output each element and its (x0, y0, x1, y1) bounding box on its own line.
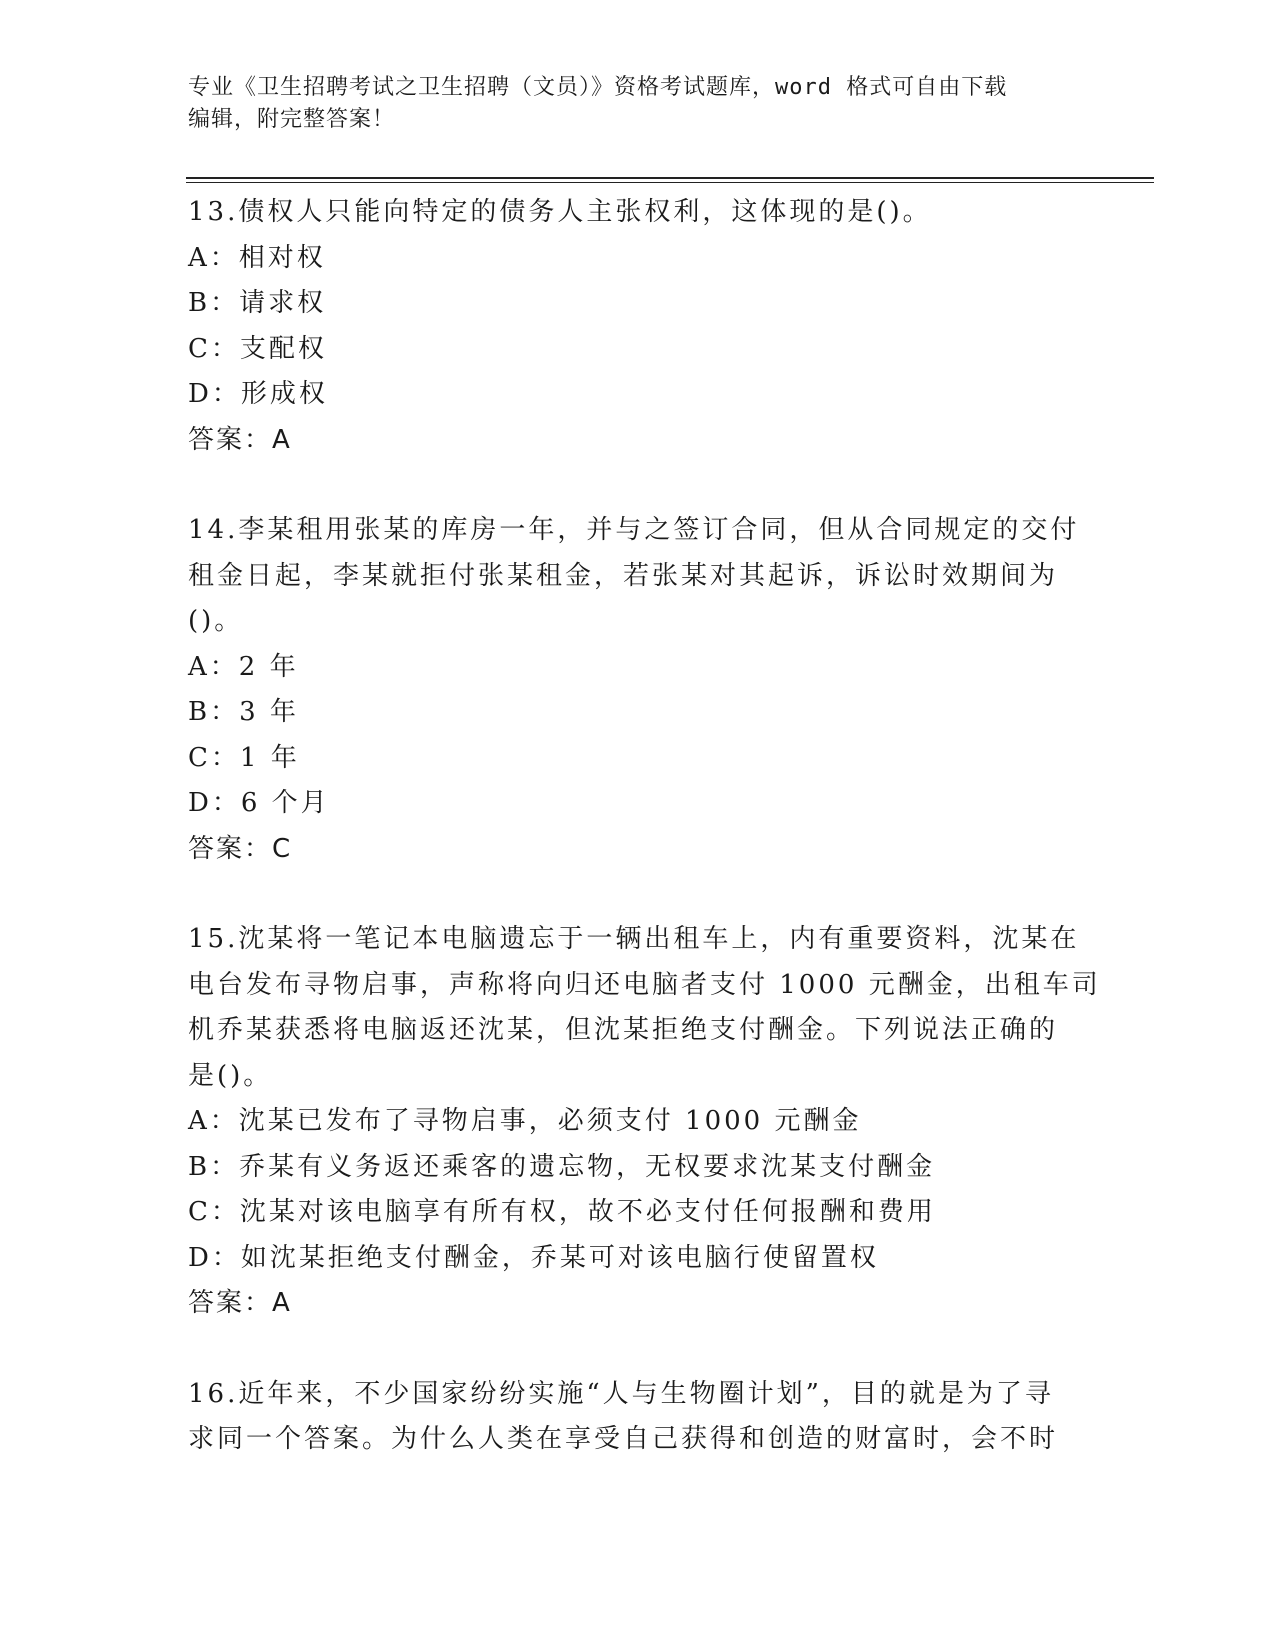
header-line-2: 编辑，附完整答案！ (188, 107, 396, 132)
question-text: 机乔某获悉将电脑返还沈某，但沈某拒绝支付酬金。下列说法正确的 (188, 1015, 1059, 1045)
question-13 (188, 190, 1088, 463)
option-b: B：乔某有义务返还乘客的遗忘物，无权要求沈某支付酬金 (188, 1151, 936, 1182)
header-divider-thin (186, 182, 1154, 183)
answer: 答案：C (188, 833, 293, 864)
question-14 (188, 508, 1088, 872)
option-a: A：沈某已发布了寻物启事，必须支付 1000 元酬金 (188, 1106, 862, 1136)
question-text: 电台发布寻物启事，声称将向归还电脑者支付 1000 元酬金，出租车司 (188, 969, 1101, 1000)
option-d: D：6 个月 (188, 788, 330, 818)
option-d: D：形成权 (188, 379, 328, 409)
option-b: B：3 年 (188, 697, 299, 727)
question-text: 13.债权人只能向特定的债务人主张权利，这体现的是()。 (188, 197, 932, 227)
spacer (188, 1327, 1088, 1372)
header-divider-thick (186, 177, 1154, 179)
spacer (188, 872, 1088, 917)
question-text: ()。 (188, 606, 244, 636)
spacer (188, 463, 1088, 508)
question-text: 求同一个答案。为什么人类在享受自己获得和创造的财富时，会不时 (188, 1424, 1059, 1454)
question-text: 14.李某租用张某的库房一年，并与之签订合同，但从合同规定的交付 (188, 515, 1080, 545)
question-16 (188, 1372, 1088, 1463)
question-list (188, 190, 1101, 1463)
option-c: C：1 年 (188, 742, 300, 773)
answer: 答案：A (188, 1288, 292, 1318)
option-c: C：沈某对该电脑享有所有权，故不必支付任何报酬和费用 (188, 1197, 936, 1227)
option-a: A：相对权 (188, 242, 326, 273)
option-c: C：支配权 (188, 333, 327, 364)
question-text: 16.近年来，不少国家纷纷实施“人与生物圈计划”，目的就是为了寻 (188, 1378, 1054, 1409)
header-line-1: 专业《卫生招聘考试之卫生招聘（文员）》资格考试题库，word 格式可自由下载 (188, 75, 1008, 100)
question-15 (188, 917, 1101, 1327)
question-text: 租金日起，李某就拒付张某租金，若张某对其起诉，诉讼时效期间为 (188, 560, 1059, 591)
document-header (188, 72, 1088, 136)
option-b: B：请求权 (188, 288, 327, 318)
question-text: 是()。 (188, 1060, 273, 1091)
option-a: A：2 年 (188, 651, 299, 682)
answer: 答案：A (188, 424, 292, 455)
question-text: 15.沈某将一笔记本电脑遗忘于一辆出租车上，内有重要资料，沈某在 (188, 924, 1080, 954)
option-d: D：如沈某拒绝支付酬金，乔某可对该电脑行使留置权 (188, 1242, 879, 1273)
